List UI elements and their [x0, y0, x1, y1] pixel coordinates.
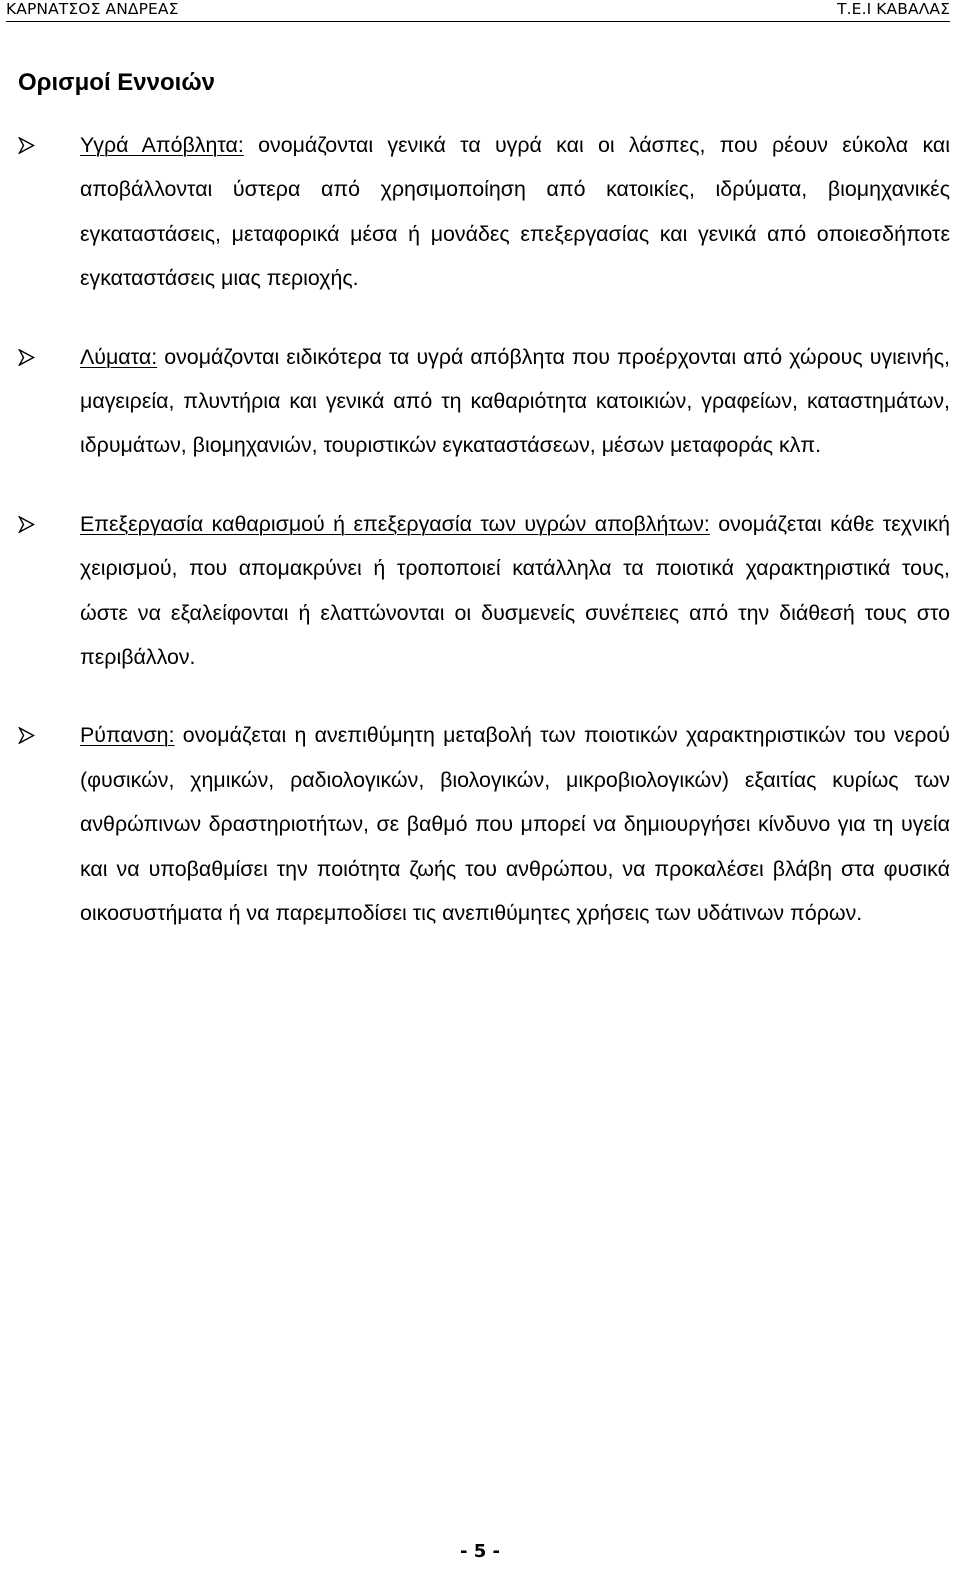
definition-item: [0, 502, 960, 680]
section-title: Ορισμοί Εννοιών: [18, 69, 215, 96]
definition-term: Υγρά Απόβλητα:: [80, 133, 244, 157]
definition-term: Επεξεργασία καθαρισμού ή επεξεργασία των υγρών αποβλήτων:: [80, 511, 710, 536]
arrowhead-bullet-icon: [18, 123, 58, 167]
definitions-list: [0, 123, 960, 936]
definition-text: ονομάζεται η ανεπιθύμητη μεταβολή των ποιοτικών χαρακτηριστικών του νερού (φυσικών, χημικών, ραδιολογικών, βιολογικών, μικροβιολογικών) εξαιτίας κυρίως των ανθρώπινων δραστηριοτήτων, σε βαθμό που μπορεί να δημιουργήσει κίνδυνο για τη υγεία και να υποβαθμίσει την ποιότητα ζωής του ανθρώπου, να προκαλέσει βλάβη στα φυσικά οικοσυστήματα ή να παρεμποδίσει τις ανεπιθύμητες χρήσεις των υδάτινων πόρων.: [80, 723, 950, 926]
definition-text: ονομάζονται ειδικότερα τα υγρά απόβλητα που προέρχονται από χώρους υγιεινής, μαγειρεία, πλυντήρια και γενικά από τη καθαριότητα κατοικιών, γραφείων, καταστημάτων, ιδρυμάτων, βιομηχανιών, τουριστικών εγκαταστάσεων, μέσων μεταφοράς κλπ.: [80, 344, 950, 458]
arrowhead-bullet-icon: [18, 335, 58, 379]
definition-item: [0, 713, 960, 935]
definition-text: ονομάζονται γενικά τα υγρά και οι λάσπες, που ρέουν εύκολα και αποβάλλονται ύστερα από χρησιμοποίηση από κατοικίες, ιδρύματα, βιομηχανικές εγκαταστάσεις, μεταφορικά μέσα ή μονάδες επεξεργασίας και γενικά από οποιεσδήποτε εγκαταστάσεις μιας περιοχής.: [80, 133, 950, 291]
page-number: - 5 -: [460, 1541, 500, 1562]
definition-item: [0, 123, 960, 301]
header-institution: Τ.Ε.Ι ΚΑΒΑΛΑΣ: [837, 0, 950, 18]
arrowhead-bullet-icon: [18, 502, 58, 546]
definition-text: ονομάζεται κάθε τεχνική χειρισμού, που απομακρύνει ή τροποποιεί κατάλληλα τα ποιοτικά χαρακτηριστικά τους, ώστε να εξαλείφονται ή ελαττώνονται οι δυσμενείς συνέπειες από την διάθεσή τους στο περιβάλλον.: [80, 511, 950, 670]
definition-item: [0, 335, 960, 468]
arrowhead-bullet-icon: [18, 713, 58, 757]
header-author: ΚΑΡΝΑΤΣΟΣ ΑΝΔΡΕΑΣ: [6, 0, 179, 18]
definition-term: Λύματα:: [80, 344, 158, 369]
definition-term: Ρύπανση:: [80, 723, 175, 748]
page-header: [6, 0, 950, 22]
